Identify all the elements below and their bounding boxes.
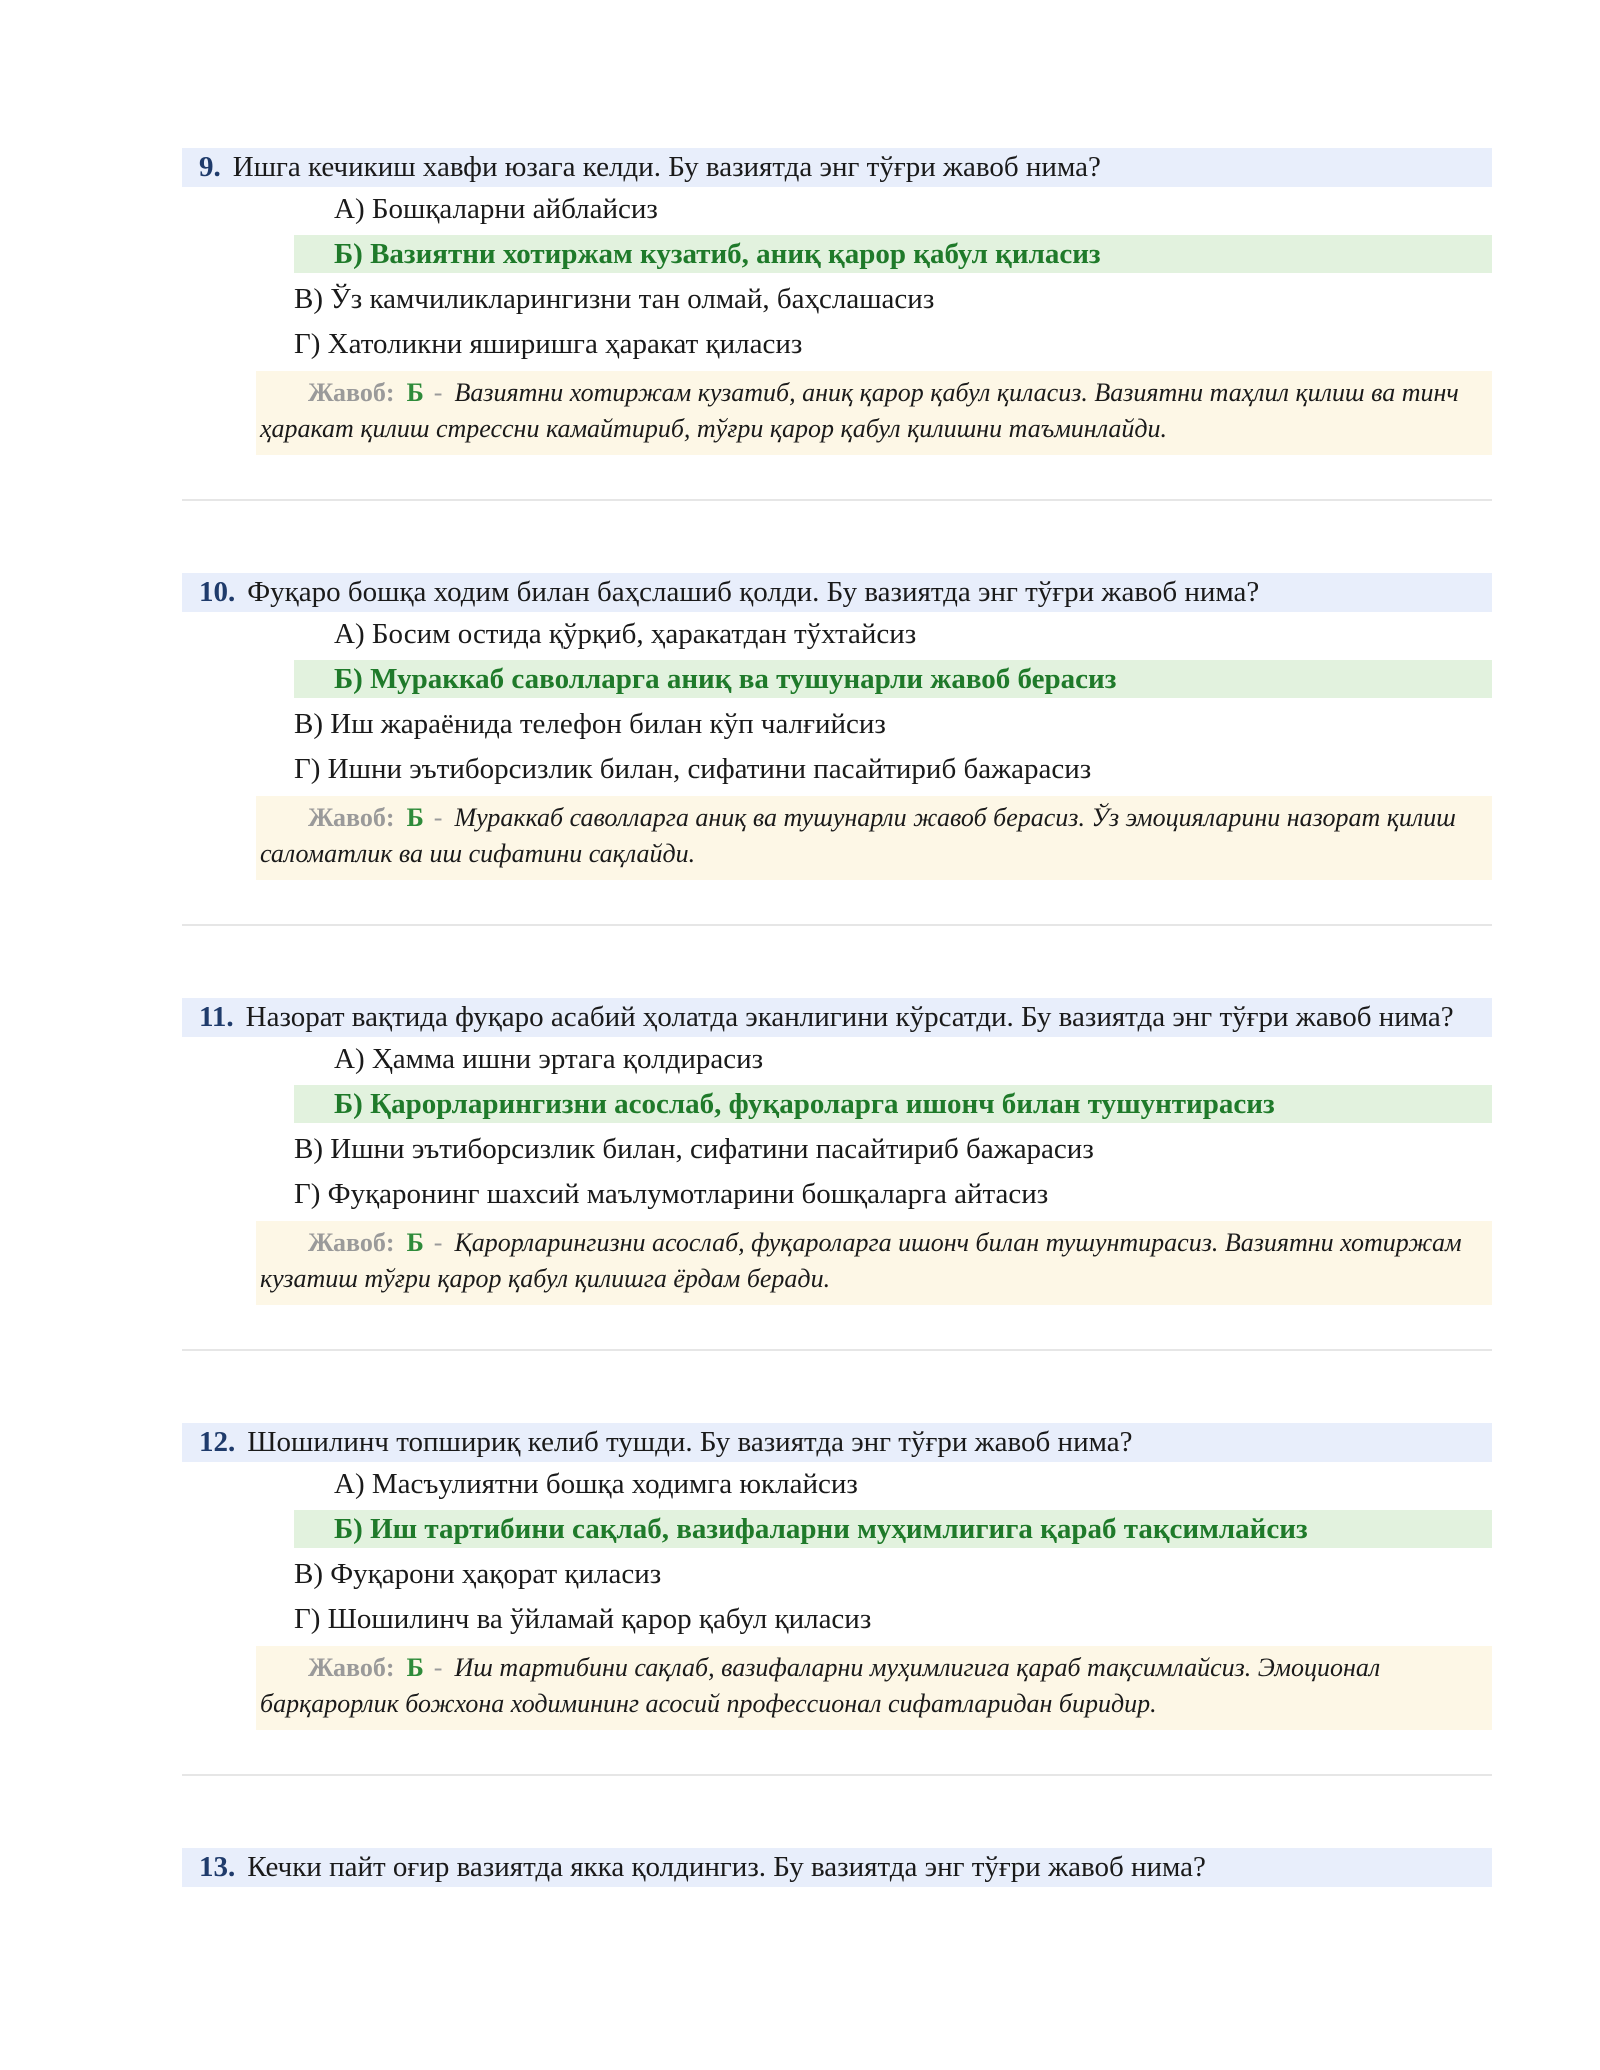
divider [182,1349,1492,1351]
question-header [182,573,1492,612]
option-b-correct: Б) Қарорларингизни асослаб, фуқароларга ишонч билан тушунтирасиз [294,1085,1492,1123]
answer-dash: - [433,803,443,832]
answer-dash: - [433,1653,443,1682]
option-v: В) Фуқарони ҳақорат қиласиз [294,1558,662,1590]
question-number: 10. [199,576,236,608]
option-a: А) Масъулиятни бошқа ходимга юклайсиз [334,1468,858,1500]
question-text: Фуқаро бошқа ходим билан баҳслашиб қолди. Бу вазиятда энг тўғри жавоб нима? [247,576,1260,608]
question-number: 12. [199,1426,236,1458]
question-header [182,148,1492,187]
answer-explanation [256,1646,1492,1730]
answer-explanation [256,371,1492,455]
answer-explanation [256,796,1492,880]
question-text: Ишга кечикиш хавфи юзага келди. Бу вазиятда энг тўғри жавоб нима? [232,151,1101,183]
option-a: А) Босим остида қўрқиб, ҳаракатдан тўхтайсиз [334,618,917,650]
option-g: Г) Шошилинч ва ўйламай қарор қабул қиласиз [294,1603,872,1635]
question-text: Назорат вақтида фуқаро асабий ҳолатда эканлигини кўрсатди. Бу вазиятда энг тўғри жавоб нима? [245,1001,1454,1033]
option-a: А) Бошқаларни айблайсиз [334,193,658,225]
question-12 [182,1423,1492,1730]
question-number: 9. [199,151,221,183]
answer-label: Жавоб: [308,378,395,407]
answer-label: Жавоб: [308,803,395,832]
answer-label: Жавоб: [308,1228,395,1257]
option-g: Г) Ишни эътиборсизлик билан, сифатини пасайтириб бажарасиз [294,753,1092,785]
question-13 [182,1848,1492,1887]
question-text: Кечки пайт оғир вазиятда якка қолдингиз. Бу вазиятда энг тўғри жавоб нима? [247,1851,1206,1883]
explanation-text: Қарорларингизни асослаб, фуқароларга ишонч билан тушунтирасиз. Вазиятни хотиржам кузатиш тўғри қарор қабул қилишга ёрдам беради. [260,1228,1462,1293]
answer-letter: Б [406,1228,424,1257]
question-header [182,1848,1492,1887]
question-number: 13. [199,1851,236,1883]
explanation-text: Вазиятни хотиржам кузатиб, аниқ қарор қабул қиласиз. Вазиятни таҳлил қилиш ва тинч ҳаракат қилиш стрессни камайтириб, тўғри қарор қабул қилишни таъминлайди. [260,378,1459,443]
explanation-text: Мураккаб саволларга аниқ ва тушунарли жавоб берасиз. Ўз эмоцияларини назорат қилиш саломатлик ва иш сифатини сақлайди. [260,803,1456,868]
divider [182,1774,1492,1776]
divider [182,499,1492,501]
option-b-correct: Б) Вазиятни хотиржам кузатиб, аниқ қарор қабул қиласиз [294,235,1492,273]
question-header [182,998,1492,1037]
quiz-page [182,148,1492,1887]
answer-letter: Б [406,803,424,832]
option-b-correct: Б) Иш тартибини сақлаб, вазифаларни муҳимлигига қараб тақсимлайсиз [294,1510,1492,1548]
option-v: В) Ишни эътиборсизлик билан, сифатини пасайтириб бажарасиз [294,1133,1094,1165]
option-v: В) Иш жараёнида телефон билан кўп чалғийсиз [294,708,886,740]
option-g: Г) Хатоликни яширишга ҳаракат қиласиз [294,328,803,360]
option-v: В) Ўз камчиликларингизни тан олмай, баҳслашасиз [294,283,935,315]
answer-letter: Б [406,378,424,407]
answer-dash: - [433,1228,443,1257]
question-header [182,1423,1492,1462]
answer-dash: - [433,378,443,407]
divider [182,924,1492,926]
explanation-text: Иш тартибини сақлаб, вазифаларни муҳимлигига қараб тақсимлайсиз. Эмоционал барқарорлик божхона ходимининг асосий профессионал сифатларидан биридир. [260,1653,1381,1718]
answer-letter: Б [406,1653,424,1682]
option-a: А) Ҳамма ишни эртага қолдирасиз [334,1043,764,1075]
question-11 [182,998,1492,1305]
option-b-correct: Б) Мураккаб саволларга аниқ ва тушунарли жавоб берасиз [294,660,1492,698]
question-text: Шошилинч топшириқ келиб тушди. Бу вазиятда энг тўғри жавоб нима? [247,1426,1133,1458]
answer-label: Жавоб: [308,1653,395,1682]
question-10 [182,573,1492,880]
question-9 [182,148,1492,455]
option-g: Г) Фуқаронинг шахсий маълумотларини бошқаларга айтасиз [294,1178,1049,1210]
question-number: 11. [199,1001,234,1033]
answer-explanation [256,1221,1492,1305]
